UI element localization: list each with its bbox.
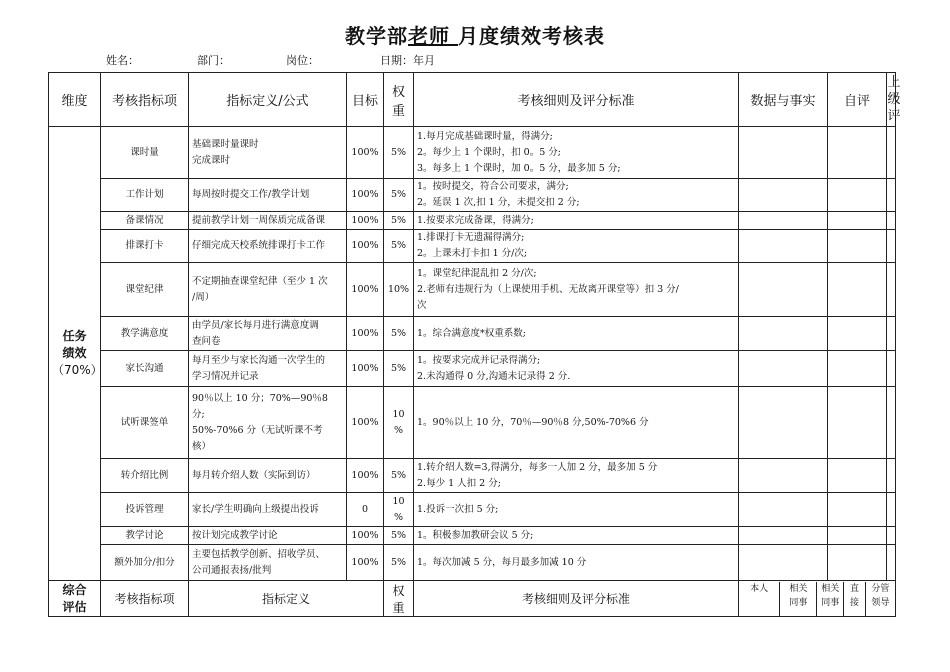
target-cell: 100%: [347, 351, 384, 387]
self-eval-cell[interactable]: [828, 527, 887, 545]
target-cell: 100%: [347, 459, 384, 493]
weight-cell: 5%: [384, 317, 414, 351]
self-eval-cell[interactable]: [828, 263, 887, 317]
self-eval-cell[interactable]: [828, 493, 887, 527]
rule-cell: 1。90％以上 10 分，70％—90％8 分,50%-70%6 分: [414, 387, 739, 459]
header-superior-eval: 上级评: [887, 73, 896, 127]
superior-eval-cell[interactable]: [887, 179, 896, 212]
item-cell: 工作计划: [101, 179, 189, 212]
definition-cell: 家长/学生明确向上级提出投诉: [189, 493, 347, 527]
rule-cell: 1.排课打卡无遗漏得满分; 2。上课未打卡扣 1 分/次;: [414, 230, 739, 263]
table-row: [49, 545, 896, 581]
superior-eval-cell[interactable]: [887, 387, 896, 459]
sign-direct: 直 接: [844, 582, 866, 616]
target-cell: 100%: [347, 212, 384, 230]
title-underlined: 老师: [408, 24, 458, 48]
target-cell: 100%: [347, 387, 384, 459]
target-cell: 100%: [347, 230, 384, 263]
table-row: [49, 351, 896, 387]
summary-item: 考核指标项: [101, 581, 189, 617]
weight-cell: 10 %: [384, 493, 414, 527]
summary-dimension: 综合 评估: [49, 581, 101, 617]
header-definition: 指标定义/公式: [189, 73, 347, 127]
table-row: [49, 212, 896, 230]
self-eval-cell[interactable]: [828, 317, 887, 351]
header-weight: 权重: [384, 73, 414, 127]
target-cell: 100%: [347, 179, 384, 212]
rule-cell: 1。综合满意度*权重系数;: [414, 317, 739, 351]
rule-cell: 1.按要求完成备课，得满分;: [414, 212, 739, 230]
table-row: [49, 127, 896, 179]
summary-rule: 考核细则及评分标准: [414, 581, 739, 617]
rule-cell: 1。按要求完成并记录得满分; 2.未沟通得 0 分,沟通未记录得 2 分.: [414, 351, 739, 387]
target-cell: 100%: [347, 317, 384, 351]
sign-leader: 分管 领导: [871, 583, 890, 608]
header-item: 考核指标项: [101, 73, 189, 127]
definition-cell: 每周按时提交工作/教学计划: [189, 179, 347, 212]
target-cell: 100%: [347, 527, 384, 545]
item-cell: 备课情况: [101, 212, 189, 230]
superior-eval-cell[interactable]: [887, 493, 896, 527]
definition-cell: 基础课时量课时 完成课时: [189, 127, 347, 179]
table-row: [49, 263, 896, 317]
name-label: 姓名：: [106, 54, 139, 67]
item-cell: 转介绍比例: [101, 459, 189, 493]
definition-cell: 提前教学计划一周保质完成备课: [189, 212, 347, 230]
data-cell[interactable]: [739, 263, 828, 317]
data-cell[interactable]: [739, 230, 828, 263]
self-eval-cell[interactable]: [828, 212, 887, 230]
weight-cell: 10%: [384, 263, 414, 317]
header-row: [49, 73, 896, 127]
position-label: 岗位：: [286, 54, 319, 67]
item-cell: 额外加分/扣分: [101, 545, 189, 581]
header-dimension: 维度: [49, 73, 101, 127]
item-cell: 课堂纪律: [101, 263, 189, 317]
appraisal-table: [48, 72, 901, 617]
rule-cell: 1。课堂纪律混乱扣 2 分/次; 2.老师有违规行为（上课使用手机、无故离开课堂等）扣 3 分/ 次: [414, 263, 739, 317]
definition-cell: 90％以上 10 分；70%—90％8 分; 50%-70%6 分（无试听课不考 核）: [189, 387, 347, 459]
definition-cell: 不定期抽查课堂纪律（至少 1 次 /周）: [189, 263, 347, 317]
superior-eval-cell[interactable]: [887, 127, 896, 179]
weight-cell: 5%: [384, 230, 414, 263]
superior-eval-cell[interactable]: [887, 459, 896, 493]
self-eval-cell[interactable]: [828, 127, 887, 179]
table-row: [49, 459, 896, 493]
self-eval-cell[interactable]: [828, 387, 887, 459]
definition-cell: 仔细完成天校系统排课打卡工作: [189, 230, 347, 263]
dept-label: 部门：: [197, 54, 230, 67]
weight-cell: 10 %: [384, 387, 414, 459]
data-cell[interactable]: [739, 527, 828, 545]
item-cell: 教学讨论: [101, 527, 189, 545]
item-cell: 试听课签单: [101, 387, 189, 459]
data-cell[interactable]: [739, 127, 828, 179]
self-eval-cell[interactable]: [828, 459, 887, 493]
table-row: [49, 179, 896, 212]
weight-cell: 5%: [384, 179, 414, 212]
table-row: [49, 230, 896, 263]
data-cell[interactable]: [739, 317, 828, 351]
self-eval-cell[interactable]: [828, 230, 887, 263]
header-self-eval: 自评: [828, 73, 887, 127]
header-rule: 考核细则及评分标准: [414, 73, 739, 127]
data-cell[interactable]: [739, 179, 828, 212]
rule-cell: 1。积极参加教研会议 5 分;: [414, 527, 739, 545]
rule-cell: 1.转介绍人数=3,得满分，每多一人加 2 分，最多加 5 分 2.每少 1 人扣 2 分;: [414, 459, 739, 493]
table-row: [49, 527, 896, 545]
item-cell: 排课打卡: [101, 230, 189, 263]
superior-eval-cell[interactable]: [887, 351, 896, 387]
summary-definition: 指标定义: [189, 581, 384, 617]
dimension-cell: 任务 绩效 （70%）: [49, 127, 101, 581]
summary-signatures: [739, 581, 896, 617]
definition-cell: 主要包括教学创新、招收学员、 公司通报表扬/批判: [189, 545, 347, 581]
definition-cell: 按计划完成教学讨论: [189, 527, 347, 545]
header-data: 数据与事实: [739, 73, 828, 127]
header-target: 目标: [347, 73, 384, 127]
self-eval-cell[interactable]: [828, 179, 887, 212]
weight-cell: 5%: [384, 459, 414, 493]
page-title: 教学部老师 月度绩效考核表: [345, 24, 605, 48]
weight-cell: 5%: [384, 545, 414, 581]
data-cell[interactable]: [739, 351, 828, 387]
target-cell: 100%: [347, 545, 384, 581]
rule-cell: 1。每次加减 5 分，每月最多加减 10 分: [414, 545, 739, 581]
sign-related-1: 相关 同事: [780, 582, 817, 616]
superior-eval-cell[interactable]: [887, 545, 896, 581]
superior-eval-cell[interactable]: [887, 527, 896, 545]
weight-cell: 5%: [384, 527, 414, 545]
item-cell: 投诉管理: [101, 493, 189, 527]
self-eval-cell[interactable]: [828, 545, 887, 581]
superior-eval-cell[interactable]: [887, 263, 896, 317]
table-row: [49, 387, 896, 459]
item-cell: 家长沟通: [101, 351, 189, 387]
data-cell[interactable]: [739, 459, 828, 493]
item-cell: 教学满意度: [101, 317, 189, 351]
superior-eval-cell[interactable]: [887, 317, 896, 351]
table-row: [49, 317, 896, 351]
target-cell: 100%: [347, 127, 384, 179]
data-cell[interactable]: [739, 545, 828, 581]
weight-cell: 5%: [384, 351, 414, 387]
definition-cell: 每月至少与家长沟通一次学生的 学习情况并记录: [189, 351, 347, 387]
date-label: 日期：年月: [380, 54, 435, 67]
table-row: [49, 493, 896, 527]
definition-cell: 由学员/家长每月进行满意度调 查问卷: [189, 317, 347, 351]
summary-weight: 权重: [384, 581, 414, 617]
summary-row: [49, 581, 896, 617]
rule-cell: 1。按时提交，符合公司要求，满分; 2。延误 1 次,扣 1 分，未提交扣 2 分;: [414, 179, 739, 212]
sign-related-2: 相关 同事: [817, 582, 844, 616]
superior-eval-cell[interactable]: [887, 230, 896, 263]
rule-cell: 1.每月完成基础课时量，得满分; 2。每少上 1 个课时，扣 0。5 分; 3。每多上 1 个课时，加 0。5 分，最多加 5 分;: [414, 127, 739, 179]
superior-eval-cell[interactable]: [887, 212, 896, 230]
data-cell[interactable]: [739, 212, 828, 230]
data-cell[interactable]: [739, 387, 828, 459]
rule-cell: 1.投诉一次扣 5 分;: [414, 493, 739, 527]
sign-self: 本人: [739, 582, 780, 616]
target-cell: 100%: [347, 263, 384, 317]
definition-cell: 每月转介绍人数（实际到访）: [189, 459, 347, 493]
weight-cell: 5%: [384, 127, 414, 179]
weight-cell: 5%: [384, 212, 414, 230]
self-eval-cell[interactable]: [828, 351, 887, 387]
item-cell: 课时量: [101, 127, 189, 179]
data-cell[interactable]: [739, 493, 828, 527]
target-cell: 0: [347, 493, 384, 527]
